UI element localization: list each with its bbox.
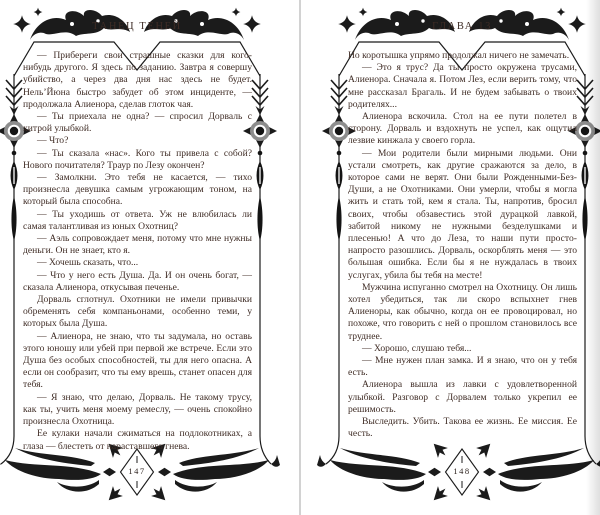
right-page-text — [348, 50, 577, 441]
paragraph: — Я знаю, что делаю, Дорваль. Не такому трусу, как ты, учить меня моему ремеслу, — очень спокойно произнесла Охотница. — [23, 391, 252, 428]
right-page-frame-box — [337, 0, 587, 515]
paragraph: Но коротышка упрямо продолжал ничего не замечать. — [348, 50, 570, 61]
paragraph: — Замолкни. Это тебя не касается, — тихо произнесла девушка самым угрожающим тоном, на который была способна. — [23, 172, 252, 208]
paragraph: Дорваль сглотнул. Охотники не имели привычки обременять себя компаньонами, особенно теми, у которых была Душа. — [23, 294, 252, 330]
paragraph: — Хорошо, слушаю тебя... — [362, 342, 472, 354]
running-header-chapter: ГЛАВА 13 — [432, 21, 492, 32]
right-page — [300, 0, 600, 515]
paragraph: Алиенора вышла из лавки с удовлетворенной улыбкой. Разговор с Дорвалем только укрепил ее решимость. — [348, 379, 577, 415]
left-page-text — [23, 50, 252, 453]
paragraph: — Аэль сопровождает меня, потому что мне нужны деньги. Он не знает, кто я. — [23, 233, 252, 257]
paragraph: — Что у него есть Душа. Да. И он очень богат, — сказала Алиенора, откусывая печенье. — [23, 269, 252, 293]
left-page-number: 147 — [128, 466, 146, 476]
paragraph: — Что? — [37, 135, 69, 147]
paragraph: Ее кулаки начали сжиматься на подлокотниках, а глаза — блестеть от нараставшего гнева. — [23, 428, 252, 452]
paragraph: — Прибереги свои страшные сказки для кого-нибудь другого. Я здесь по заданию. Завтра я совершу убийство, а через два дня нас здесь не будет. Нель’Йюна быстро забудет об этом инциденте, — продолжала Алиенора, сделав глоток чая. — [23, 50, 252, 110]
paragraph: — Ты уходишь от ответа. Уж не влюбилась ли самая талантливая из юных Охотниц? — [23, 208, 252, 232]
left-page-frame-box — [12, 0, 262, 515]
paragraph: — Ты сказала «нас». Кого ты привела с собой? Нового почитателя? Траур по Лезу окончен? — [23, 147, 252, 171]
paragraph: — Мне нужен план замка. И я знаю, что он у тебя есть. — [348, 355, 577, 379]
right-page-number: 148 — [453, 466, 471, 476]
paragraph: — Ты приехала не одна? — спросил Дорваль с хитрой улыбкой. — [23, 111, 252, 135]
paragraph: Выследить. Убить. Такова ее жизнь. Ее миссия. Ее честь. — [348, 416, 577, 440]
paragraph: Алиенора вскочила. Стол на ее пути полетел в сторону. Дорваль и вздохнуть не успел, как ощутил лезвие кинжала у своего горла. — [348, 111, 577, 147]
page-gutter-divider — [299, 0, 301, 515]
paragraph: — Мои родители были мирными людьми. Они устали смотреть, как другие сражаются за дело, в которое сами не верят. Они были Рожденными-Без-Души, а не Охотниками. Они умерли, чтобы я могла жить и стать той, кем я стала. Ты, напротив, бросил своих, чтобы обзавестись этой дурацкой лавкой, забитой никому не нужными безделушками и плесенью! А что до Леза, то наши пути просто-напросто разошлись. Дорваль, оскорблять меня — это большая ошибка. Если бы я не нуждалась в твоих услугах, убила бы тебя на месте! — [348, 147, 577, 281]
paragraph: — Хочешь сказать, что... — [37, 257, 139, 269]
paragraph: Мужчина испуганно смотрел на Охотницу. Он лишь хотел убедиться, так ли скоро вспыхнет гнев Алиеноры, как обычно, когда он ее провоцировал, но похоже, что говорить с ней о прошлом становилось все труднее. — [348, 281, 577, 342]
scan-edge-shadow — [586, 0, 600, 515]
running-header-title: ТАНЕЦ ТЕНЕЙ — [92, 21, 182, 32]
paragraph: — Это я трус? Да ты просто окружена трусами, Алиенора. Сначала я. Потом Лез, если верить тому, что мне рассказал Брагаль. И не будем забывать о твоих родителях... — [348, 62, 577, 110]
paragraph: — Алиенора, не знаю, что ты задумала, но оставь этого юношу или убей при первой же встрече. Если это Душа без особых способностей, ты для него опасна. А если он сообразит, что ты ему врешь, станет опасен для тебя. — [23, 330, 252, 391]
